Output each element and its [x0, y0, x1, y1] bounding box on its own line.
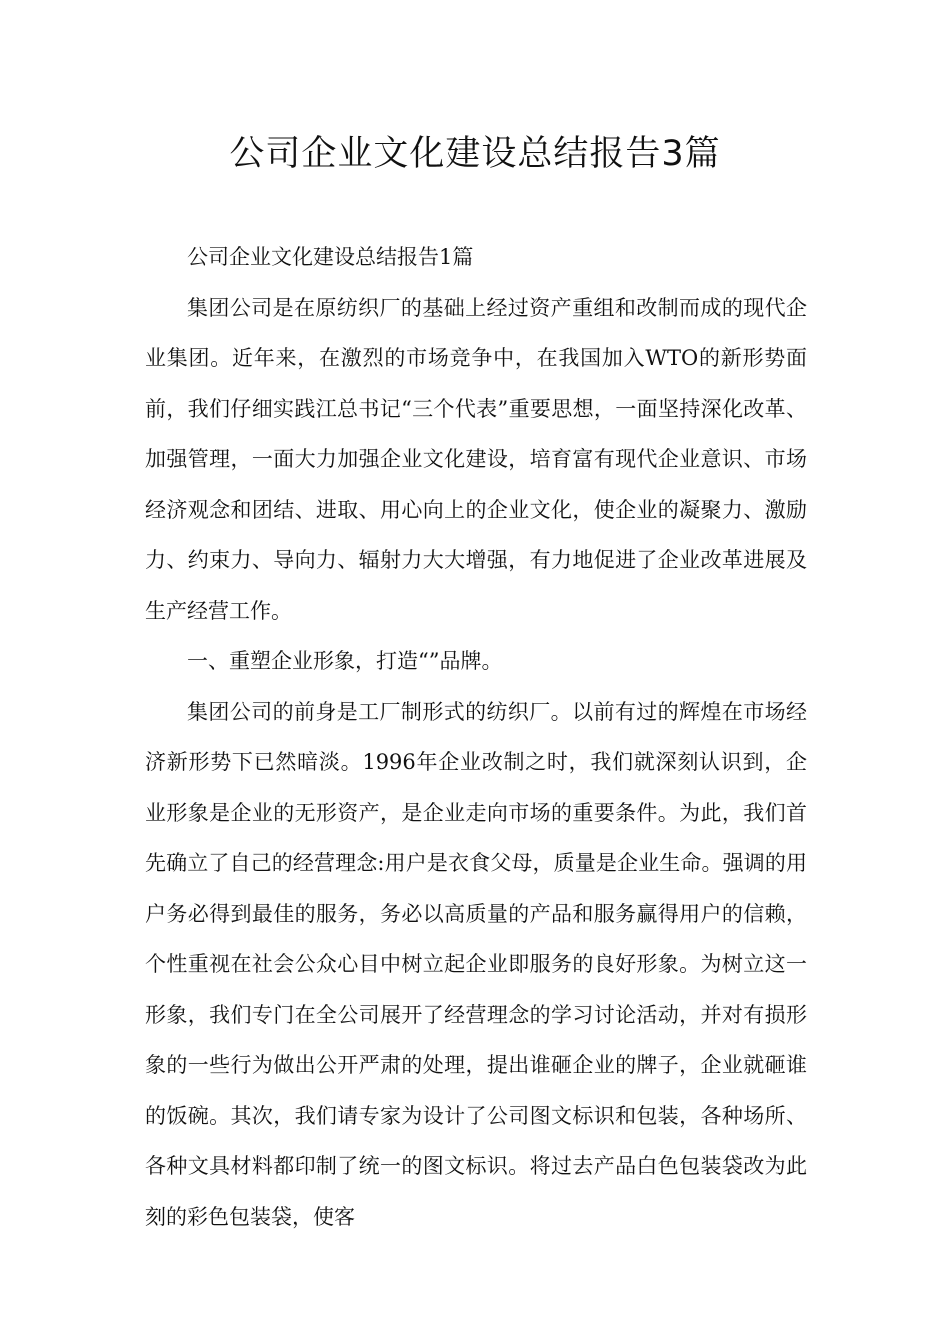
section-heading-1: 一、重塑企业形象，打造“”品牌。: [187, 649, 503, 673]
paragraph-brand: 集团公司的前身是工厂制形式的纺织厂。以前有过的辉煌在市场经济新形势下已然暗淡。1996年企业改制之时，我们就深刻认识到，企业形象是企业的无形资产，是企业走向市场的重要条件。为此，我们首先确立了自己的经营理念:用户是衣食父母，质量是企业生命。强调的用户务必得到最佳的服务，务必以高质量的产品和服务赢得用户的信赖，个性重视在社会公众心目中树立起企业即服务的良好形象。为树立这一形象，我们专门在全公司展开了经营理念的学习讨论活动，并对有损形象的一些行为做出公开严肃的处理，提出谁砸企业的牌子，企业就砸谁的饭碗。其次，我们请专家为设计了公司图文标识和包装，各种场所、各种文具材料都印制了统一的图文标识。将过去产品白色包装袋改为此刻的彩色包装袋，使客: [145, 699, 807, 1229]
document-body: [145, 232, 807, 1242]
section-heading-report-1: 公司企业文化建设总结报告1篇: [187, 245, 474, 269]
paragraph-intro: 集团公司是在原纺织厂的基础上经过资产重组和改制而成的现代企业集团。近年来，在激烈的市场竞争中，在我国加入WTO的新形势面前，我们仔细实践江总书记“三个代表”重要思想，一面坚持深化改革、加强管理，一面大力加强企业文化建设，培育富有现代企业意识、市场经济观念和团结、进取、用心向上的企业文化，使企业的凝聚力、激励力、约束力、导向力、辐射力大大增强，有力地促进了企业改革进展及生产经营工作。: [145, 295, 807, 623]
document-title: 公司企业文化建设总结报告3篇: [229, 134, 721, 174]
